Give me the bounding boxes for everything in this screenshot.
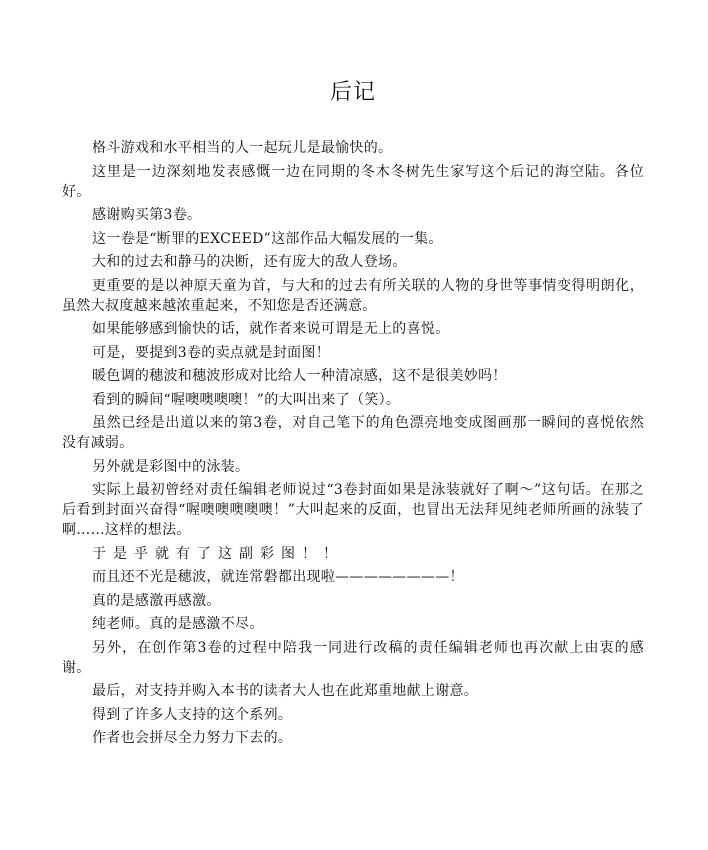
paragraph: 另外就是彩图中的泳装。 bbox=[92, 458, 250, 475]
paragraph: 纯老师。真的是感激不尽。 bbox=[92, 616, 264, 632]
paragraph: 而且还不光是穗波，就连常磐都出现啦————————！ bbox=[92, 569, 464, 585]
paragraph: 可是，要提到3卷的卖点就是封面图！ bbox=[92, 344, 331, 361]
paragraph: 大和的过去和静马的决断，还有庞大的敌人登场。 bbox=[92, 254, 407, 270]
paragraph: 虽然已经是出道以来的第3卷，对自己笔下的角色漂亮地变成图画那一瞬间的喜悦依然没有减弱。 bbox=[62, 415, 644, 451]
paragraph: 更重要的是以神原天童为首，与大和的过去有所关联的人物的身世等事情变得明朗化，虽然大叔度越来越浓重起来，不知您是否还满意。 bbox=[62, 277, 644, 314]
paragraph: 作者也会拼尽全力努力下去的。 bbox=[92, 730, 293, 746]
paragraph: 感谢购买第3卷。 bbox=[92, 207, 202, 223]
paragraph: 真的是感激再感激。 bbox=[92, 592, 221, 609]
paragraph: 实际上最初曾经对责任编辑老师说过“3卷封面如果是泳装就好了啊～”这句话。在那之后看到封面兴奋得“喔噢噢噢噢噢！”大叫起来的反面，也冒出无法拜见纯老师所画的泳装了啊……这样的想法。 bbox=[62, 482, 644, 538]
paragraph: 这里是一边深刻地发表感慨一边在同期的冬木冬树先生家写这个后记的海空陆。各位好。 bbox=[62, 163, 644, 200]
paragraph: 最后，对支持并购入本书的读者大人也在此郑重地献上谢意。 bbox=[92, 683, 479, 699]
paragraph: 如果能够感到愉快的话，就作者来说可谓是无上的喜悦。 bbox=[92, 321, 450, 337]
paragraph: 暖色调的穗波和穗波形成对比给人一种清凉感，这不是很美妙吗！ bbox=[92, 368, 507, 384]
paragraph: 于是乎就有了这副彩图！！ bbox=[92, 545, 344, 562]
afterword-body bbox=[62, 138, 644, 748]
paragraph: 另外，在创作第3卷的过程中陪我一同进行改稿的责任编辑老师也再次献上由衷的感谢。 bbox=[62, 639, 644, 676]
page-title: 后记 bbox=[329, 80, 376, 105]
paragraph: 这一卷是“断罪的EXCEED”这部作品大幅发展的一集。 bbox=[92, 230, 443, 247]
paragraph: 得到了许多人支持的这个系列。 bbox=[92, 706, 293, 723]
paragraph: 看到的瞬间“喔噢噢噢噢！”的大叫出来了（笑）。 bbox=[92, 391, 401, 408]
paragraph: 格斗游戏和水平相当的人一起玩儿是最愉快的。 bbox=[92, 140, 393, 156]
